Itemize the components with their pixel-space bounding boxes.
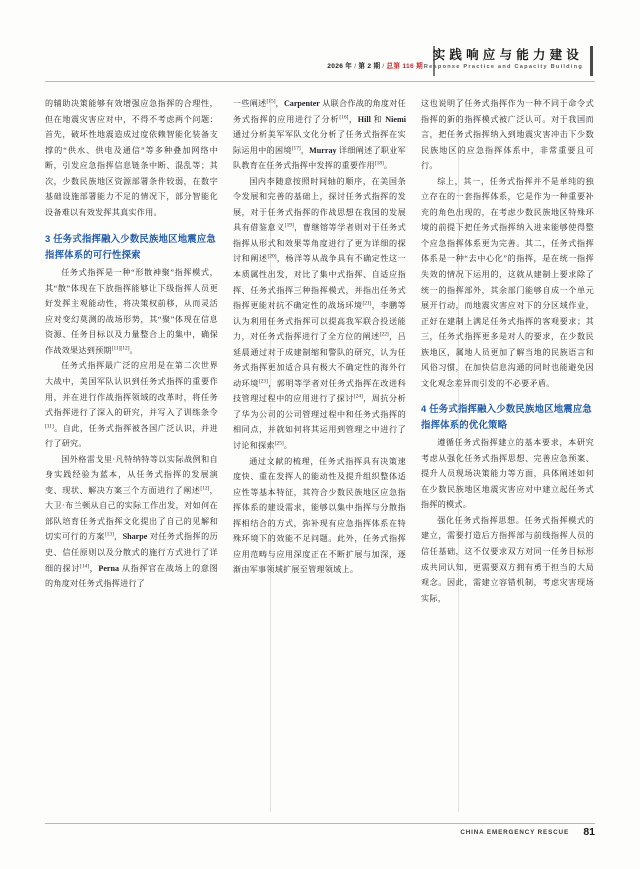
- section-title-english: Response Practice and Capacity Building: [423, 64, 583, 70]
- author-name: Niemi: [385, 114, 406, 124]
- paragraph: 遵循任务式指挥建立的基本要求，本研究考虑从强化任务式指挥思想、完善应急预案、提升人员现场决策能力等方面，具体阐述如何在少数民族地区地震灾害应对中建立起任务式指挥的模式。: [421, 438, 594, 510]
- reference-marker: [21]: [362, 300, 372, 307]
- column-left: [45, 96, 218, 820]
- author-name: Murray: [309, 145, 337, 155]
- middle-paragraphs: [233, 96, 406, 578]
- reference-marker: [15]: [266, 98, 276, 105]
- issue-year: 2026 年: [327, 63, 353, 70]
- reference-marker: [19]: [284, 222, 294, 229]
- reference-marker: [11]: [45, 422, 54, 429]
- column-middle: [233, 96, 406, 820]
- section-heading-4: 4 任务式指挥融入少数民族地区地震应急指挥体系的优化策略: [421, 403, 592, 430]
- reference-marker: [24]: [353, 393, 363, 400]
- paragraph: 任务式指挥是一种“形散神聚”指挥模式，其“散”体现在下放指挥能够让下级指挥人员更好发挥主观能动性，将决策权前移，从而灵活应对变幻莫测的战场形势，其“聚”体现在信息资源、任务目标以及力量整合上的集中，确保作战效果达到预期[11][12]。: [45, 268, 218, 355]
- header-horizontal-rule: [45, 81, 595, 82]
- author-name: Carpenter: [283, 99, 320, 108]
- article-body: [45, 96, 595, 820]
- reference-marker: [14]: [80, 562, 90, 569]
- reference-marker: [22]: [379, 331, 389, 338]
- header-divider-right: [590, 46, 593, 76]
- paragraph: 通过文献的梳理，任务式指挥具有决策速度快、重在发挥人的能动性及提升组织整体适应性等基本特征，其符合少数民族地区应急指挥体系的建设需求，能够以集中指挥与分散指挥相结合的方式，弥补现有应急指挥体系在特殊环境下的效能不足问题。此外，任务式指挥应用范畴与应用深度正在不断扩展与加深，逐渐由军事领域扩展至管理领域上。: [233, 456, 406, 575]
- paragraph: 的辅助决策能够有效增强应急指挥的合理性，但在地震灾害应对中，不得不考虑两个问题：首先，破坏性地震造成过度依赖智能化装备支撑的“供水、供电及通信”等多种叠加网络中断，引发应急指挥信息链条中断、混乱等；其次，少数民族地区资源部署条件较弱，在数字基础设施部署能力不足的情况下，部分智能化设备难以有效发挥其真实作用。: [45, 99, 218, 217]
- paragraph: 任务式指挥最广泛的应用是在第二次世界大战中，美国军队认识到任务式指挥的重要作用，并在进行作战指挥领域的改革时，将任务式指挥进行了深入的研究，并写入了训练条令[11]。自此，任务式指挥被各国广泛认识，并进行了研究。: [45, 361, 218, 449]
- issue-total: 总第 116 期: [386, 63, 423, 70]
- page-footer: [45, 823, 595, 843]
- reference-marker: [11][12]: [111, 345, 130, 352]
- left-paragraphs-bottom: [45, 265, 218, 591]
- issue-info: [327, 60, 423, 70]
- right-paragraphs-bottom: [421, 435, 594, 606]
- footer-horizontal-rule: [45, 823, 595, 824]
- left-paragraphs-top: [45, 96, 218, 220]
- paragraph: 国内李随意按照时间轴的顺序，在美国条令发展和完善的基础上，探讨任务式指挥的发展，对于任务式指挥的作战思想在我国的发展具有借鉴意义[19]，曹继镕等学者则对于任务式指挥从形式和效果等角度进行了更为详细的探讨和阐述[20]，杨洋等从战争具有不确定性这一本质属性出发，对比了集中式指挥、自适应指挥、任务式指挥三种指挥模式，并指出任务式指挥更能对抗不确定性的战场环境[21]，李鹏等认为利用任务式指挥可以提高我军联合投送能力，对任务式指挥进行了全方位的阐述[22]，吕延晨通过对于成建制缩和警队的研究，认为任务式指挥更加适合具有极大不确定性的海外行动环境[23]，郭明等学者对任务式指挥在改进科技管理过程中的应用进行了探讨[24]，周抗分析了华为公司的公司管理过程中和任务式指挥的相同点，并就如何将其运用到管理之中进行了讨论和探索[25]。: [233, 176, 406, 451]
- issue-number: 第 2 期: [358, 63, 381, 70]
- author-name: Perna: [98, 563, 120, 573]
- issue-separator-1: /: [354, 63, 357, 70]
- section-title-chinese: 实践响应与能力建设: [432, 48, 583, 62]
- section-heading-3: 3 任务式指挥融入少数民族地区地震应急指挥体系的可行性探索: [45, 233, 216, 260]
- reference-marker: [20]: [267, 253, 277, 260]
- paragraph: 强化任务式指挥思想。任务式指挥模式的建立，需要打造后方指挥部与前线指挥人员的信任基础，这不仅要求双方对同一任务目标形成共同认知，更需要双方拥有勇于担当的大局观念。因此，需建立容错机制，考虑灾害现场实际，: [421, 515, 594, 603]
- journal-name: CHINA EMERGENCY RESCUE: [460, 829, 569, 836]
- author-name: Hill: [357, 114, 371, 124]
- page-number: 81: [583, 826, 595, 838]
- reference-marker: [17]: [291, 144, 301, 151]
- reference-marker: [18]: [374, 160, 384, 167]
- reference-marker: [16]: [339, 113, 349, 120]
- author-name: Sharpe: [122, 532, 148, 542]
- paragraph: 这也说明了任务式指挥作为一种不同于命令式指挥的新的指挥模式被广泛认可。对于我国而言，把任务式指挥纳入到地震灾害冲击下少数民族地区的应急指挥体系中，非常重要且可行。: [421, 99, 594, 171]
- right-paragraphs-top: [421, 96, 594, 391]
- reference-marker: [25]: [274, 440, 284, 447]
- paragraph: 一些阐述[15]，Carpenter 从联合作战的角度对任务式指挥的应用进行了分析[16]，Hill 和 Niemi 通过分析美军军队文化分析了任务式指挥在实际运用中的困境[17]，Murray 详细阐述了职业军队教育在任务式指挥中发挥的重要作用[18]。: [233, 98, 406, 171]
- paragraph: 国外格雷戈里·凡特纳特等以实际战例和自身实践经验为蓝本，从任务式指挥的发展演变、现状、解决方案三个方面进行了阐述[12]，大卫·布兰顿从自己的实际工作出发，对如何在部队培育任务式指挥文化提出了自己的见解和切实可行的方案[13]，Sharpe 对任务式指挥的历史、信任原则以及分散式的施行方式进行了详细的探讨[14]，Perna 从指挥官在战场上的意图的角度对任务式指挥进行了: [45, 454, 218, 589]
- running-head: [45, 44, 595, 84]
- paragraph: 综上，其一，任务式指挥并不是单纯的独立存在的一套指挥体系，它是作为一种重要补充的角色出现的，在考虑少数民族地区特殊环境的前提下把任务式指挥纳入进来能够使得整个应急指挥体系更为完善。其二，任务式指挥体系是一种“去中心化”的指挥，是在统一指挥失效的情况下运用的，这就从建制上要求除了统一的指挥部外，其余部门能够自成一个单元展开行动，而地震灾害应对下的分区域作业，正好在建制上满足任务式指挥的客观要求；其三，任务式指挥更多是对人的要求，在少数民族地区，属地人员更加了解当地的民族语言和风俗习惯，在加快信息沟通的同时也能避免因文化观念差异而引发的不必要矛盾。: [421, 176, 594, 388]
- issue-separator-2: /: [382, 63, 385, 70]
- reference-marker: [13]: [104, 531, 114, 538]
- reference-marker: [12]: [200, 485, 210, 492]
- reference-marker: [23]: [258, 378, 268, 385]
- column-right: [421, 96, 594, 820]
